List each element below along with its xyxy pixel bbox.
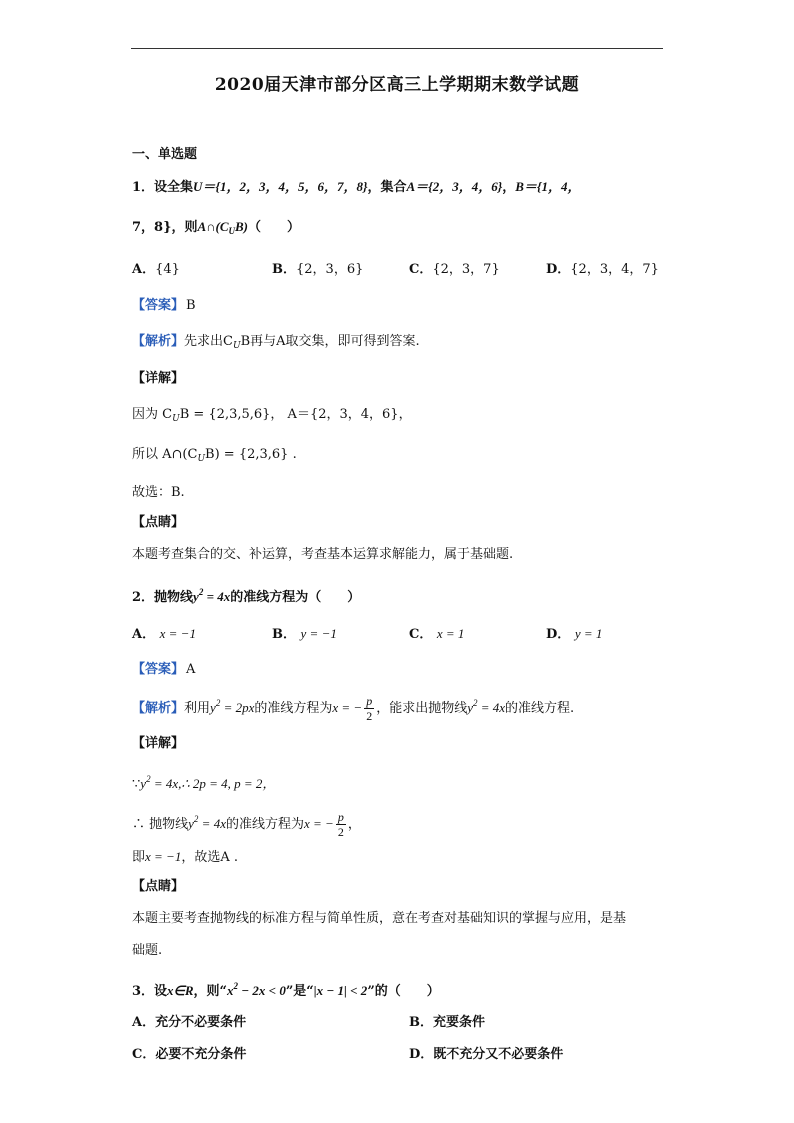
option-letter: C． [132, 1047, 156, 1062]
analysis-eq1 [210, 700, 254, 715]
eq-rest: = 4x,∴ 2p = 4, p = 2， [150, 776, 276, 791]
q3-inequality-2: |x − 1| < 2 [313, 983, 368, 998]
q2-detail-line2 [132, 810, 361, 839]
option-text: {2，3，6} [296, 262, 364, 277]
eq-var: y [210, 700, 216, 715]
q1-option-d[interactable] [546, 261, 659, 279]
answer-value: B [186, 298, 196, 313]
option-text: {2，3，4，7} [570, 262, 659, 277]
q1-universal-set: U＝{1，2，3，4，5，6，7，8} [193, 179, 368, 194]
q2-prefix: 2．抛物线 [132, 590, 194, 605]
option-text: 充要条件 [433, 1015, 486, 1030]
q3-suffix: ”的（ ） [367, 984, 440, 999]
eq-exp: 2 [193, 814, 199, 824]
detail-eq: x = −1 [145, 849, 182, 864]
option-text: y = 1 [574, 626, 603, 641]
detail-sub: U [197, 454, 206, 464]
q1-comment-label: 【点睛】 [132, 515, 185, 530]
eq-var: y [467, 700, 473, 715]
q3-inequality-1 [227, 983, 286, 998]
q3-stem [132, 977, 440, 1001]
q1-expr-sub: U [228, 226, 235, 236]
q1-detail-line2 [132, 446, 297, 468]
q1-stem-line2 [132, 218, 300, 240]
detail-text: 所以 A∩(C [132, 447, 198, 462]
header-rule [131, 48, 663, 49]
analysis-text-2: 的准线方程为 [254, 701, 333, 716]
detail-mid: 的准线方程为 [225, 817, 304, 832]
q1-prefix: 1．设全集 [132, 180, 194, 195]
detail-end: ， [347, 817, 361, 832]
analysis-sub: U [232, 341, 241, 351]
analysis-x: x = − [332, 700, 363, 715]
q1-option-c[interactable] [409, 261, 500, 279]
eq-exp: 2 [473, 698, 478, 708]
option-letter: B． [272, 627, 296, 642]
detail-x: x = − [303, 816, 334, 831]
q2-analysis [132, 694, 574, 723]
option-text: x = −1 [159, 626, 196, 641]
option-text: {4} [155, 262, 180, 277]
analysis-eq2 [467, 700, 505, 715]
detail-text: 即 [132, 850, 146, 865]
detail-text-rest: B) = {2,3,6} . [205, 447, 297, 462]
q3-option-a[interactable] [132, 1014, 246, 1032]
q1-stem-line1 [132, 178, 580, 197]
option-letter: D． [409, 1047, 434, 1062]
option-letter: C． [409, 262, 433, 277]
eq-var: y [193, 589, 199, 604]
eq-exp: 2 [198, 587, 204, 597]
option-text: 充分不必要条件 [155, 1015, 247, 1030]
q1-detail-label: 【详解】 [132, 371, 185, 386]
detail-eq [140, 776, 275, 791]
fraction-p-over-2 [336, 810, 346, 839]
q2-detail-label: 【详解】 [132, 736, 185, 751]
frac-den: 2 [337, 825, 344, 839]
detail-eq [188, 816, 226, 831]
q2-equation [193, 589, 230, 604]
q2-option-c[interactable] [409, 625, 464, 644]
page-title: 2020届天津市部分区高三上学期期末数学试题 [214, 75, 580, 95]
q3-prefix: 3．设 [132, 984, 168, 999]
q1-set-a: A＝{2，3，4，6} [406, 179, 503, 194]
option-letter: D． [546, 262, 571, 277]
answer-label: 【答案】 [132, 298, 185, 313]
q1-option-b[interactable] [272, 261, 363, 279]
q1-then: ，则 [171, 220, 198, 235]
detail-text-rest: B = {2,3,5,6}， A＝{2，3，4，6}， [179, 407, 412, 422]
detail-text-rest: ，故选A . [181, 850, 238, 865]
q3-condition: x∈R [167, 983, 194, 998]
q1-mid: ，集合 [367, 180, 407, 195]
q1-expr-main: A∩(C [197, 219, 229, 234]
q1-set-b: B＝{1，4， [515, 179, 581, 194]
eq-rest: = 4x [203, 589, 231, 604]
analysis-text: 先求出C [184, 334, 233, 349]
q1-paren: （ ） [247, 220, 300, 235]
option-text: x = 1 [436, 626, 465, 641]
q1-comment: 本题考查集合的交、补运算，考查基本运算求解能力，属于基础题. [132, 547, 514, 562]
q2-comment-line1: 本题主要考查抛物线的标准方程与简单性质，意在考查对基础知识的掌握与应用，是基 [132, 911, 627, 926]
detail-sub: U [172, 414, 180, 424]
answer-value: A [186, 662, 196, 677]
q1-expression [197, 219, 248, 234]
option-letter: A． [132, 1015, 156, 1030]
q3-mid2: ”是“ [285, 984, 314, 999]
option-letter: A． [132, 627, 156, 642]
eq-var: y [140, 776, 147, 791]
q3-option-d[interactable] [409, 1046, 563, 1064]
q2-detail-line1 [132, 770, 275, 794]
analysis-label: 【解析】 [132, 701, 185, 716]
detail-text: 因为 C [132, 407, 173, 422]
answer-label: 【答案】 [132, 662, 185, 677]
option-letter: B． [409, 1015, 433, 1030]
option-text: {2，3，7} [432, 262, 500, 277]
q1-sep: ， [502, 180, 516, 195]
eq-rest: = 4x [477, 700, 506, 715]
eq-rest: = 2px [220, 700, 255, 715]
ineq-rest: − 2x < 0 [238, 983, 286, 998]
q2-option-b[interactable] [272, 625, 337, 644]
analysis-text-3: ，能求出抛物线 [376, 701, 468, 716]
q2-detail-line3 [132, 848, 238, 867]
option-letter: C． [409, 627, 433, 642]
q3-option-b[interactable] [409, 1014, 485, 1032]
analysis-text-4: 的准线方程. [505, 701, 575, 716]
q1-detail-line1 [132, 406, 412, 428]
q2-option-a[interactable] [132, 625, 196, 644]
eq-exp: 2 [215, 698, 221, 708]
because-sign: ∵ [132, 777, 141, 792]
q2-suffix: 的准线方程为（ ） [230, 590, 361, 605]
frac-den: 2 [366, 709, 373, 723]
analysis-rest: B再与A取交集，即可得到答案. [240, 334, 420, 349]
q2-comment-label: 【点睛】 [132, 879, 185, 894]
analysis-label: 【解析】 [132, 334, 185, 349]
eq-exp: 2 [146, 774, 151, 784]
option-letter: A． [132, 262, 156, 277]
eq-var: y [188, 816, 194, 831]
q1-analysis [132, 333, 420, 355]
ineq-exp: 2 [233, 981, 239, 991]
option-text: y = −1 [300, 626, 337, 641]
q1-answer [132, 297, 196, 315]
q1-set-b-end: 7，8} [132, 220, 172, 235]
option-text: 既不充分又不必要条件 [433, 1047, 564, 1062]
option-text: 必要不充分条件 [155, 1047, 247, 1062]
frac-num: p [366, 694, 373, 708]
eq-rest: = 4x [198, 816, 226, 831]
q2-option-d[interactable] [546, 625, 602, 644]
frac-num: p [337, 810, 344, 824]
q1-option-a[interactable] [132, 261, 180, 279]
q3-option-c[interactable] [132, 1046, 246, 1064]
analysis-text: 利用 [184, 701, 211, 716]
option-letter: D． [546, 627, 571, 642]
q3-mid1: ，则“ [193, 984, 228, 999]
q1-detail-line3: 故选：B. [132, 485, 185, 500]
q2-stem [132, 583, 360, 607]
fraction-p-over-2 [364, 694, 374, 723]
option-letter: B． [272, 262, 296, 277]
q2-answer [132, 661, 195, 679]
q1-expr-end: B) [234, 219, 248, 234]
ineq-var: x [227, 983, 234, 998]
q2-comment-line2: 础题. [132, 943, 163, 958]
section-heading: 一、单选题 [132, 147, 198, 162]
therefore-text: ∴ 抛物线 [132, 817, 189, 832]
